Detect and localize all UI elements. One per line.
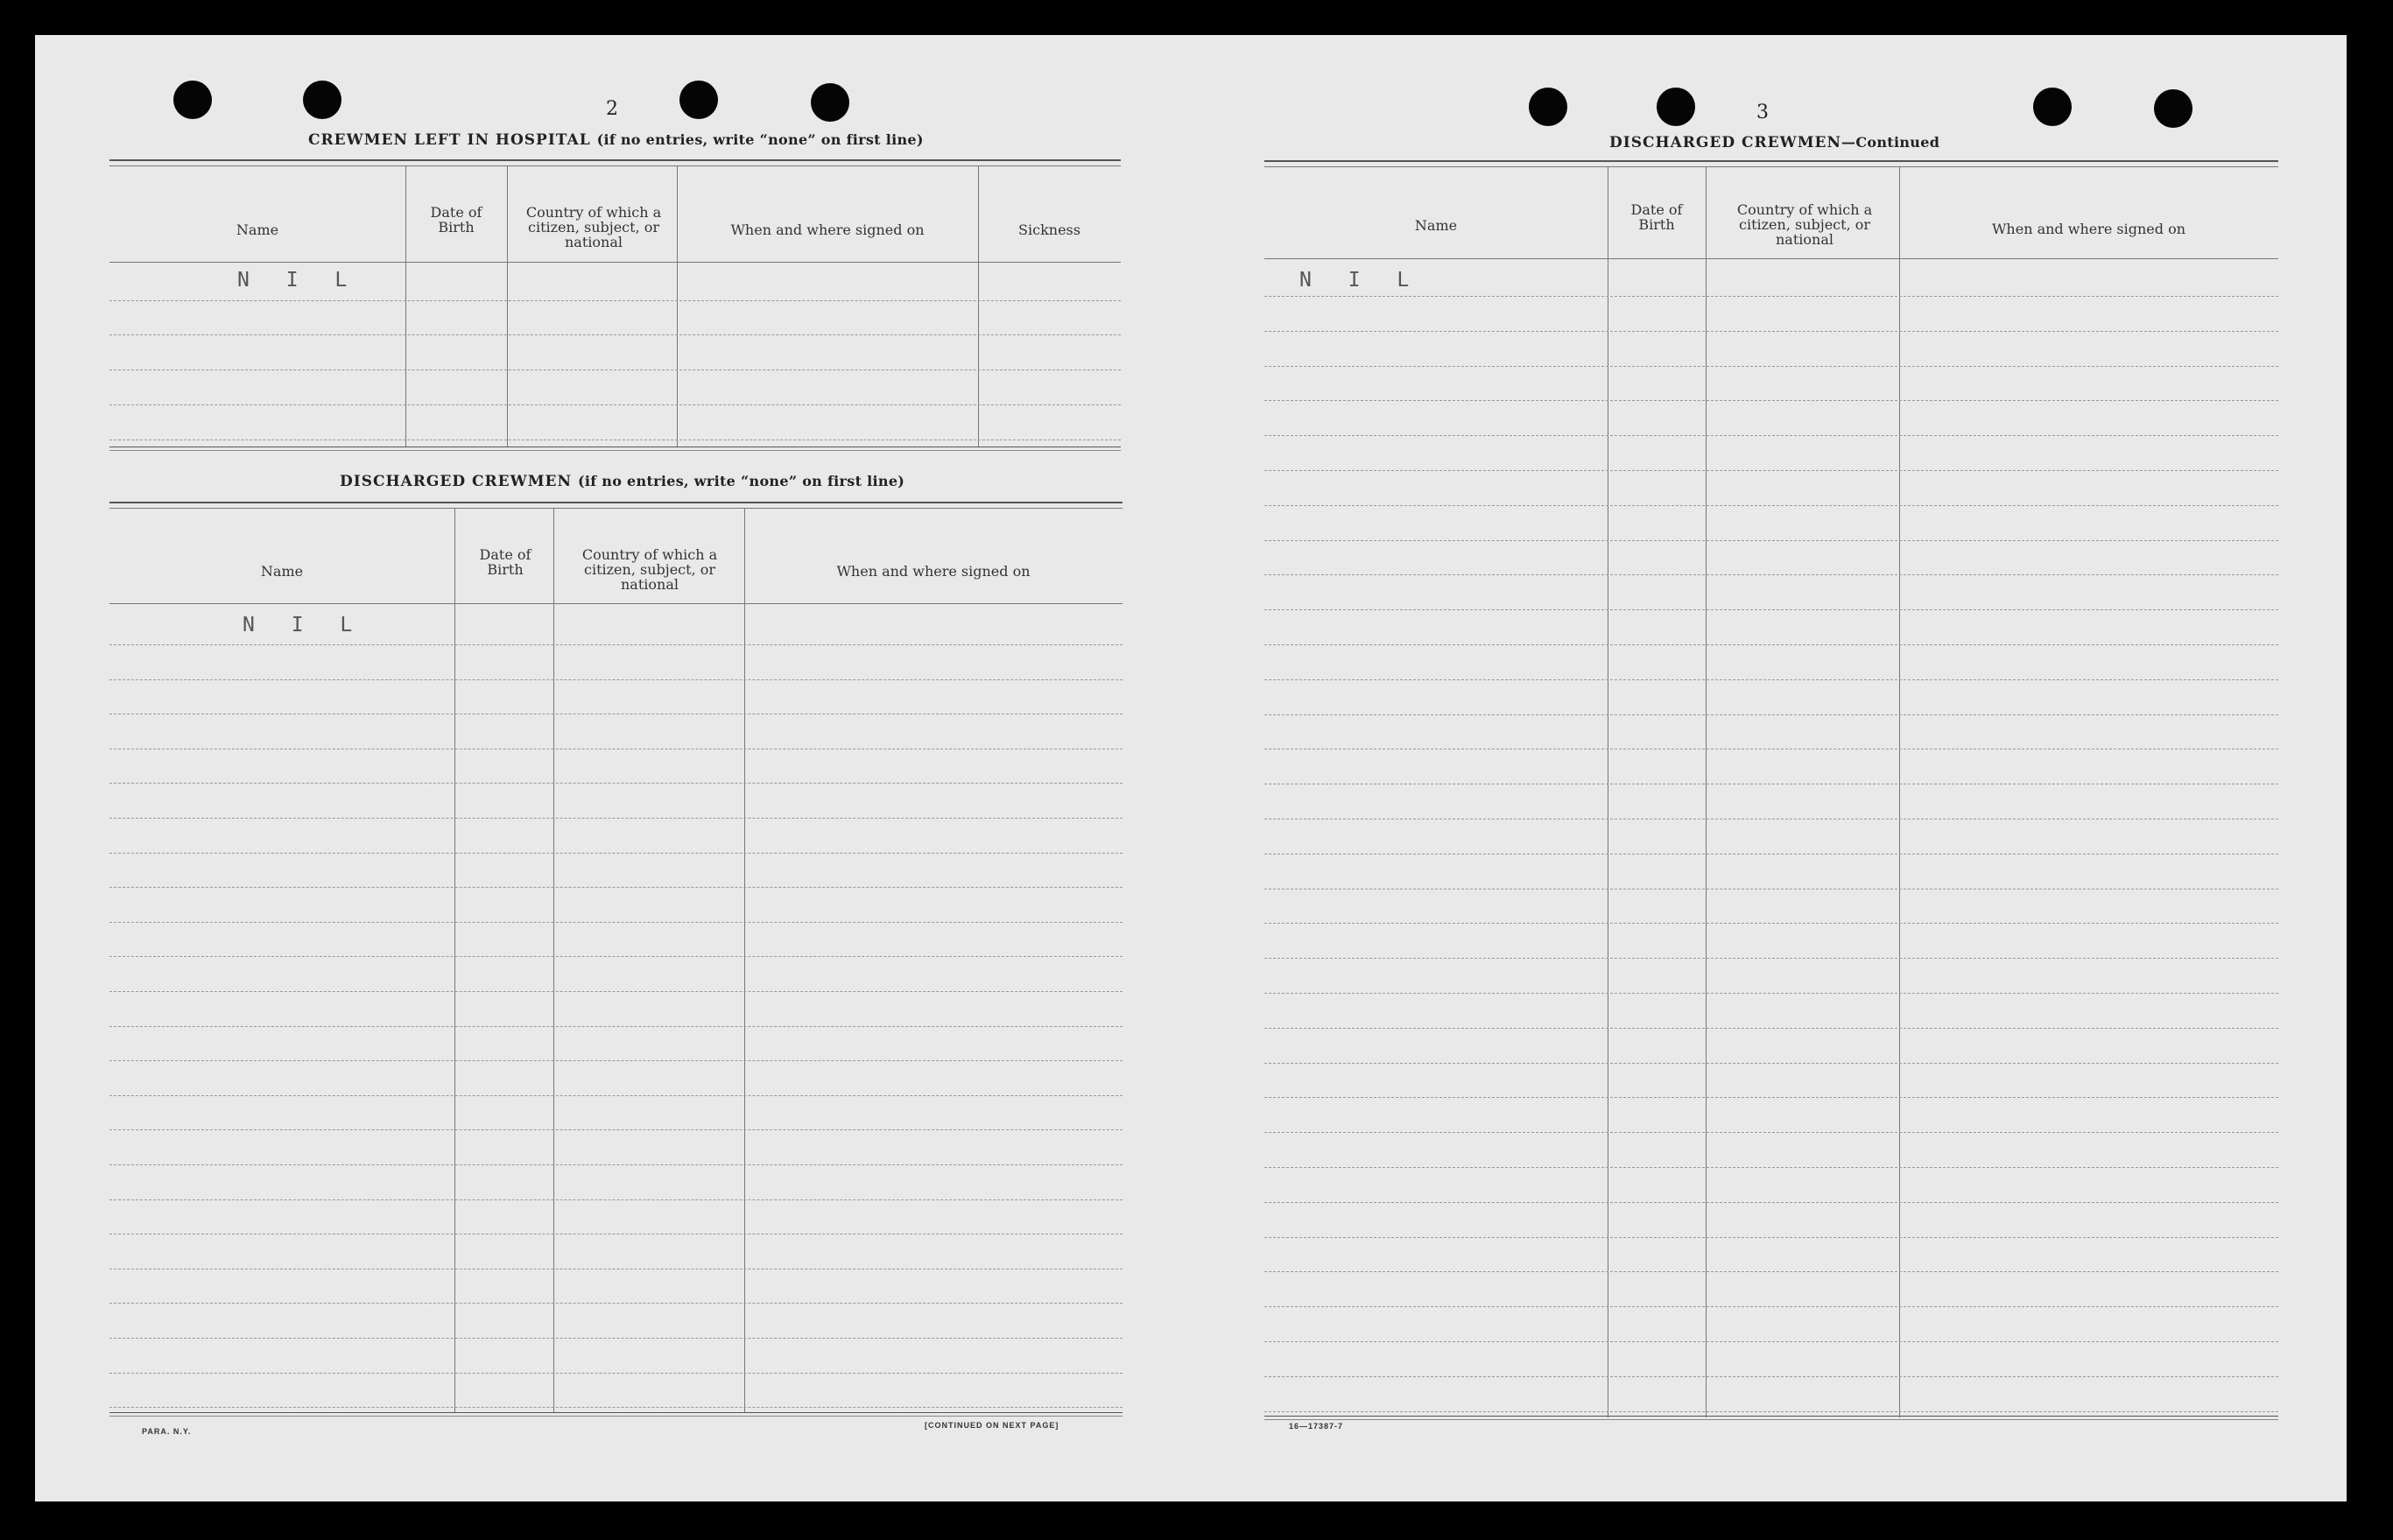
row-line xyxy=(109,991,1123,992)
punch-hole xyxy=(303,81,341,119)
table-top-rule xyxy=(109,159,1121,166)
row-line xyxy=(1264,609,2278,610)
row-line xyxy=(109,956,1123,957)
page-number-right: 3 xyxy=(1756,102,1769,123)
punch-hole xyxy=(2154,89,2192,128)
column-header-country: Country of which a citizen, subject, or national xyxy=(581,546,718,593)
nil-entry: N I L xyxy=(243,614,365,636)
discharged-title-note: (if no entries, write “none” on first line) xyxy=(577,473,905,489)
column-header-country: Country of which a citizen, subject, or national xyxy=(525,204,662,250)
table-bottom-rule xyxy=(109,1412,1123,1417)
row-line xyxy=(1264,400,2278,401)
hospital-table-title xyxy=(308,131,924,149)
row-line xyxy=(109,644,1123,645)
row-line xyxy=(1264,366,2278,367)
row-line xyxy=(109,887,1123,888)
punch-hole xyxy=(1529,88,1567,126)
row-line xyxy=(109,1164,1123,1165)
row-line xyxy=(109,1060,1123,1061)
row-line xyxy=(1264,1202,2278,1203)
row-line xyxy=(1264,505,2278,506)
discharged-continued-text: DISCHARGED CREWMEN xyxy=(1609,134,1842,151)
table-bottom-rule xyxy=(109,447,1121,451)
page-number-left: 2 xyxy=(606,98,618,120)
row-line xyxy=(1264,1306,2278,1307)
footer-continued: [CONTINUED ON NEXT PAGE] xyxy=(925,1421,1059,1430)
row-line xyxy=(1264,1376,2278,1377)
row-line xyxy=(109,1373,1123,1374)
table-top-rule xyxy=(1264,160,2278,167)
row-line xyxy=(1264,470,2278,471)
column-header-name: Name xyxy=(236,222,279,238)
row-line xyxy=(109,1026,1123,1027)
row-line xyxy=(109,853,1123,854)
row-line xyxy=(109,922,1123,923)
column-header-name: Name xyxy=(260,563,304,580)
row-line xyxy=(1264,1063,2278,1064)
row-line xyxy=(1264,679,2278,680)
row-line xyxy=(1264,1237,2278,1238)
nil-entry: N I L xyxy=(237,269,360,292)
table-top-rule xyxy=(109,502,1123,509)
row-line xyxy=(109,818,1123,819)
row-line xyxy=(1264,993,2278,994)
hospital-table xyxy=(109,159,1121,483)
row-line xyxy=(109,1095,1123,1096)
punch-hole xyxy=(811,83,849,122)
column-header-sickness: Sickness xyxy=(1018,222,1080,238)
row-line xyxy=(1264,1341,2278,1342)
row-line xyxy=(1264,296,2278,297)
row-line xyxy=(1264,1028,2278,1029)
row-line xyxy=(109,783,1123,784)
footer-printer-left: PARA. N.Y. xyxy=(142,1427,192,1436)
row-line xyxy=(109,1338,1123,1339)
discharged-title-text: DISCHARGED CREWMEN xyxy=(340,473,573,490)
column-header-name: Name xyxy=(1414,217,1458,234)
column-header-date-of-birth: Date of Birth xyxy=(1630,201,1683,233)
discharged-table-title xyxy=(340,473,904,490)
column-header-country: Country of which a citizen, subject, or national xyxy=(1736,201,1873,248)
footer-form-number: 16—17387-7 xyxy=(1289,1422,1344,1431)
row-line xyxy=(109,300,1121,301)
row-line xyxy=(109,439,1121,440)
row-line xyxy=(1264,923,2278,924)
row-line xyxy=(1264,540,2278,541)
nil-entry: N I L xyxy=(1299,269,1422,292)
hospital-title-note: (if no entries, write “none” on first line) xyxy=(596,131,924,148)
row-line xyxy=(1264,435,2278,436)
row-line xyxy=(1264,644,2278,645)
continued-note: —Continued xyxy=(1841,134,1940,151)
discharged-table-right xyxy=(1264,160,2278,1456)
column-header-when-where: When and where signed on xyxy=(836,563,1031,580)
row-line xyxy=(109,1129,1123,1130)
row-line xyxy=(109,679,1123,680)
row-line xyxy=(1264,1097,2278,1098)
row-line xyxy=(109,1199,1123,1200)
punch-hole xyxy=(173,81,212,119)
column-divider xyxy=(1706,167,1707,1417)
punch-hole xyxy=(679,81,718,119)
row-line xyxy=(109,1407,1123,1408)
row-line xyxy=(109,369,1121,370)
row-line xyxy=(1264,1411,2278,1412)
row-line xyxy=(109,1303,1123,1304)
header-underline xyxy=(1264,258,2278,259)
row-line xyxy=(1264,889,2278,890)
discharged-continued-title xyxy=(1609,134,1939,151)
row-line xyxy=(1264,1132,2278,1133)
header-underline xyxy=(109,603,1123,604)
discharged-table-left xyxy=(109,502,1123,1452)
row-line xyxy=(1264,331,2278,332)
punch-hole xyxy=(2033,88,2072,126)
hospital-title-text: CREWMEN LEFT IN HOSPITAL xyxy=(308,131,591,149)
row-line xyxy=(1264,574,2278,575)
row-line xyxy=(1264,714,2278,715)
row-line xyxy=(1264,958,2278,959)
column-header-when-where: When and where signed on xyxy=(1991,221,2186,237)
row-line xyxy=(1264,1271,2278,1272)
punch-hole xyxy=(1657,88,1695,126)
row-line xyxy=(109,334,1121,335)
column-header-when-where: When and where signed on xyxy=(730,222,925,238)
row-line xyxy=(109,404,1121,405)
document-sheet xyxy=(35,35,2347,1501)
header-underline xyxy=(109,262,1121,263)
column-header-date-of-birth: Date of Birth xyxy=(479,546,531,578)
column-header-date-of-birth: Date of Birth xyxy=(430,204,482,236)
row-line xyxy=(1264,1167,2278,1168)
column-divider xyxy=(1899,167,1900,1417)
table-bottom-rule xyxy=(1264,1416,2278,1420)
